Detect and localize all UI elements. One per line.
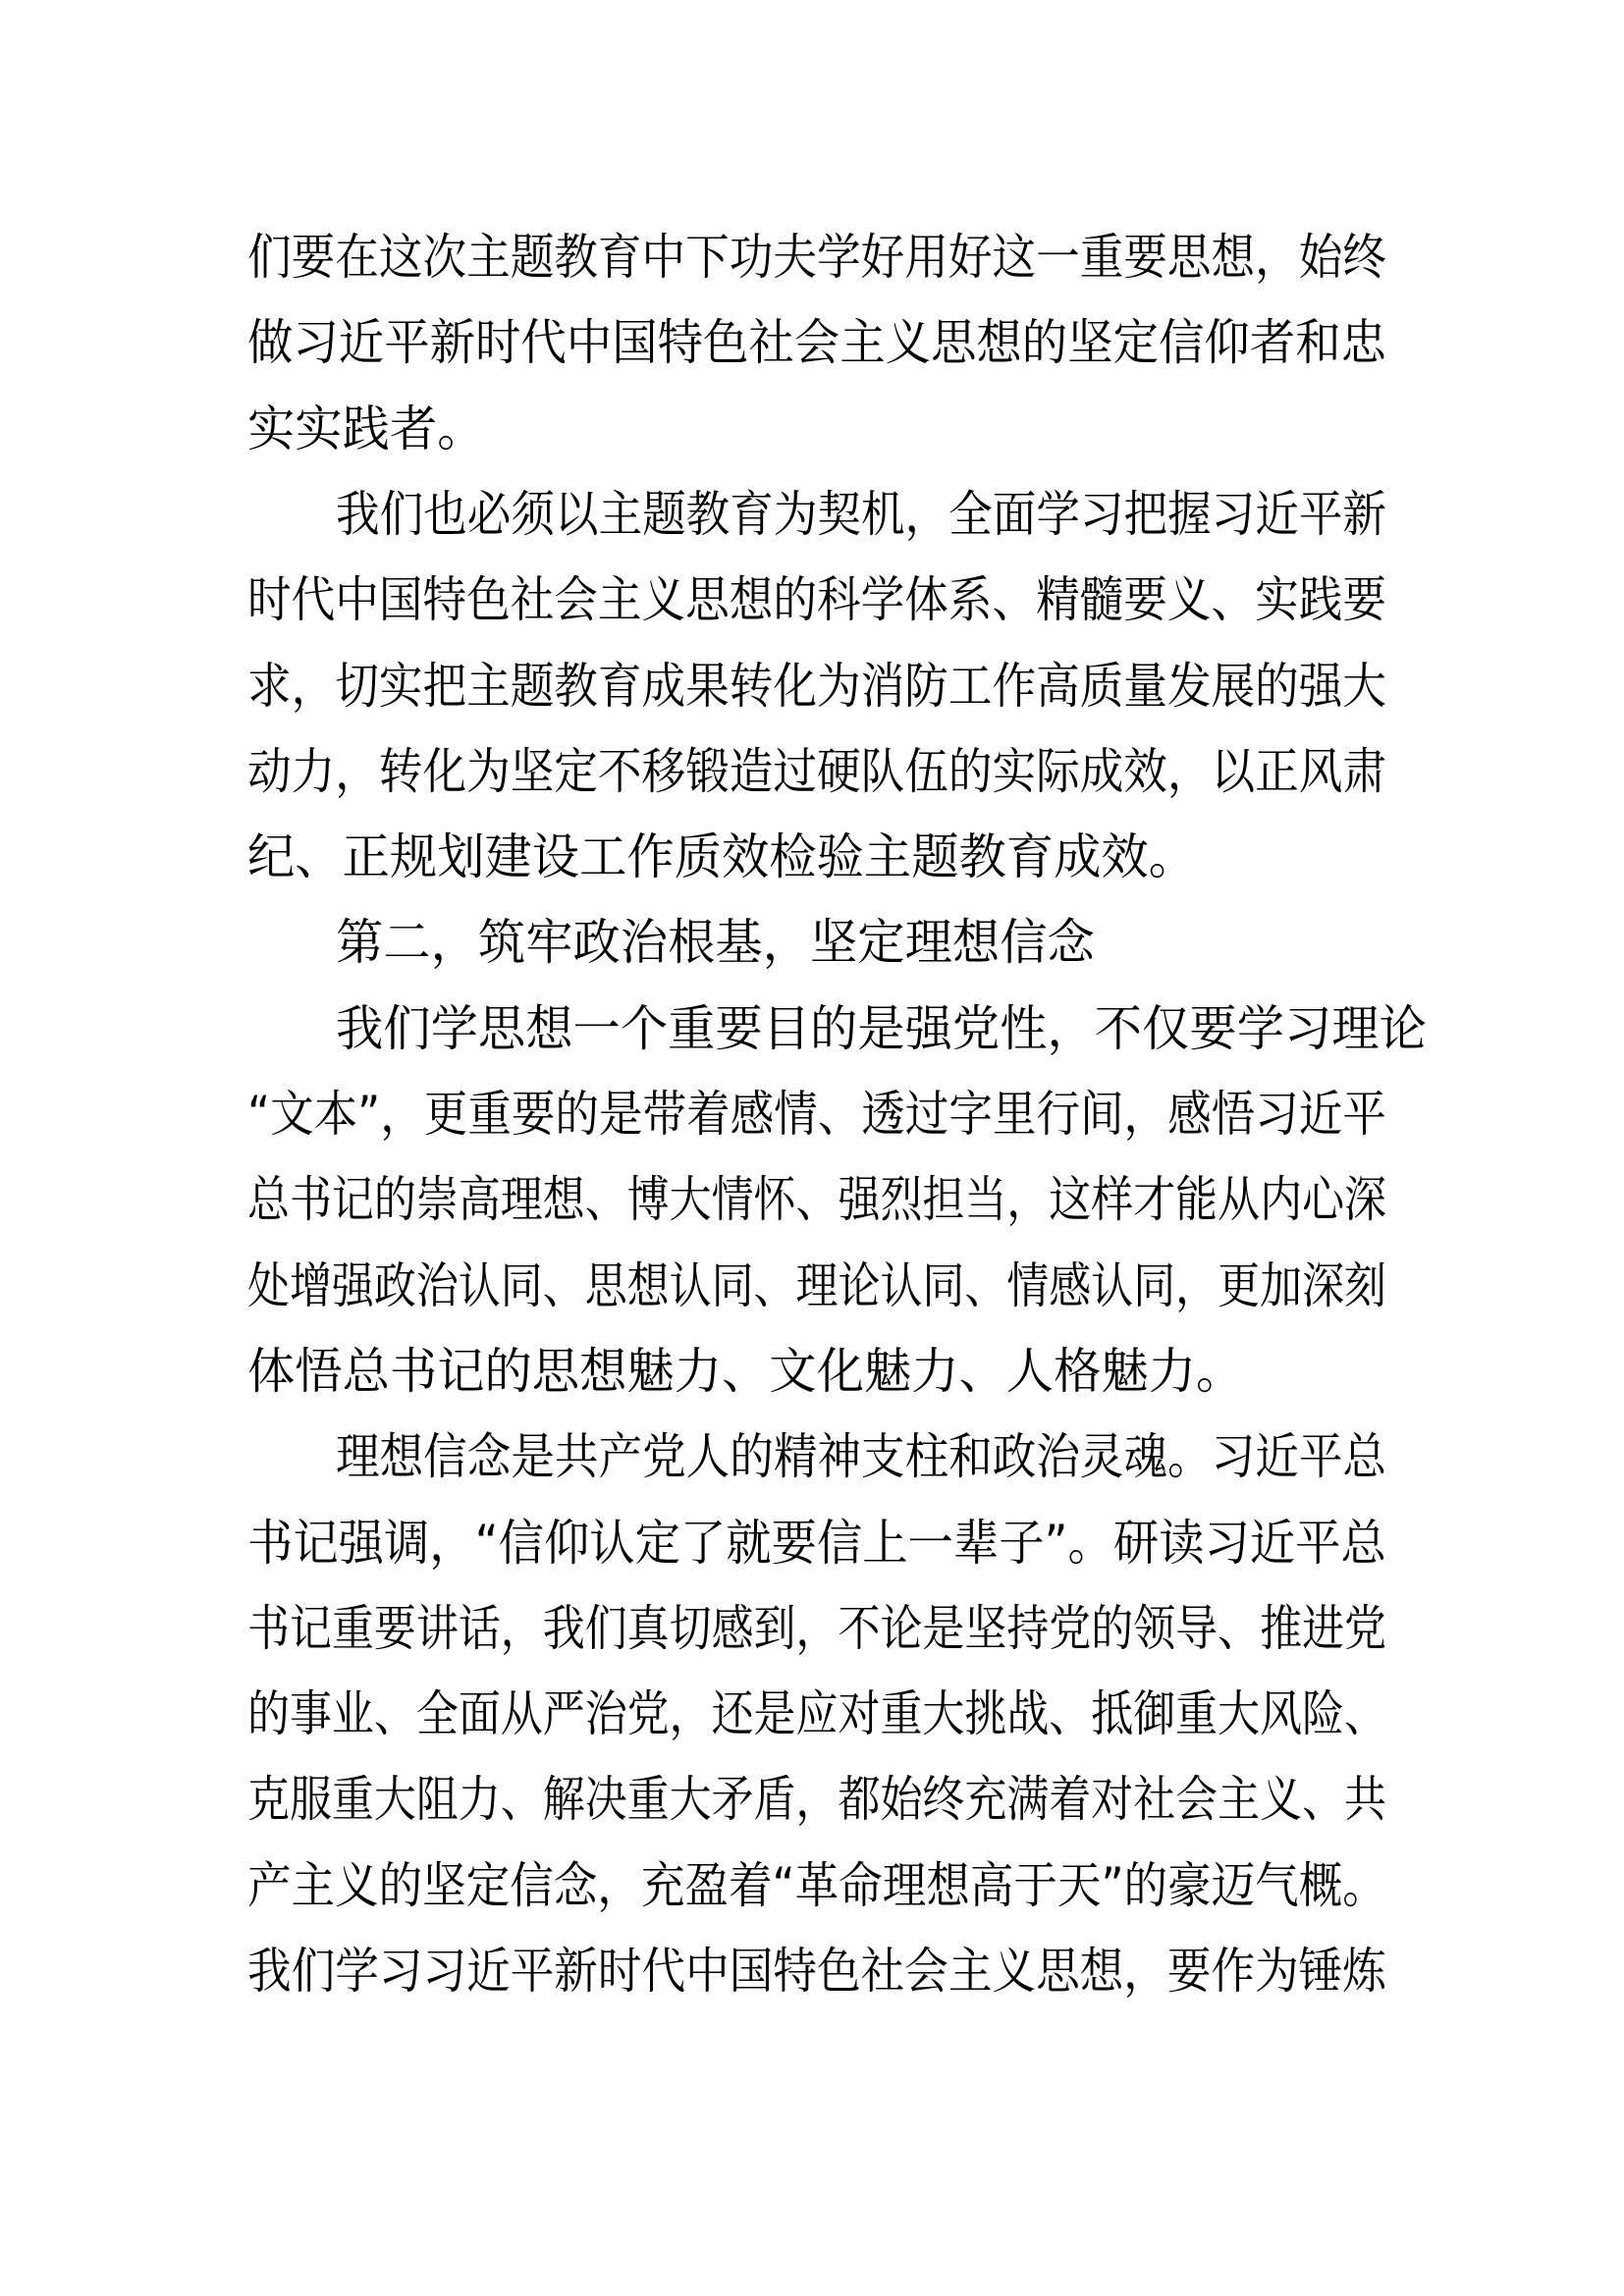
- text-line: 求，切实把主题教育成果转化为消防工作高质量发展的强大: [247, 657, 1386, 715]
- text-line: 时代中国特色社会主义思想的科学体系、精髓要义、实践要: [247, 571, 1386, 629]
- text-line: 的事业、全面从严治党，还是应对重大挑战、抵御重大风险、: [247, 1685, 1386, 1743]
- text-line: 书记强调，“信仰认定了就要信上一辈子”。研读习近平总: [247, 1514, 1386, 1572]
- text-line: 做习近平新时代中国特色社会主义思想的坚定信仰者和忠: [247, 314, 1386, 372]
- text-line: 第二，筑牢政治根基，坚定理想信念: [336, 914, 1095, 972]
- text-line: 实实践者。: [247, 400, 485, 457]
- text-line: 产主义的坚定信念，充盈着“革命理想高于天”的豪迈气概。: [247, 1856, 1386, 1914]
- text-line: 动力，转化为坚定不移锻造过硬队伍的实际成效，以正风肃: [247, 742, 1386, 800]
- text-line: 处增强政治认同、思想认同、理论认同、情感认同，更加深刻: [247, 1256, 1386, 1314]
- text-line: 体悟总书记的思想魅力、文化魅力、人格魅力。: [247, 1342, 1244, 1400]
- text-line: 纪、正规划建设工作质效检验主题教育成效。: [247, 828, 1196, 886]
- text-line: 克服重大阻力、解决重大矛盾，都始终充满着对社会主义、共: [247, 1771, 1386, 1829]
- text-line: 总书记的崇高理想、博大情怀、强烈担当，这样才能从内心深: [247, 1171, 1386, 1229]
- text-line: 理想信念是共产党人的精神支柱和政治灵魂。习近平总: [336, 1428, 1386, 1486]
- text-line: 书记重要讲话，我们真切感到，不论是坚持党的领导、推进党: [247, 1599, 1386, 1657]
- text-line: 我们学思想一个重要目的是强党性，不仅要学习理论: [336, 999, 1427, 1057]
- text-line: “文本”，更重要的是带着感情、透过字里行间，感悟习近平: [247, 1086, 1386, 1143]
- text-line: 们要在这次主题教育中下功夫学好用好这一重要思想，始终: [247, 229, 1386, 286]
- text-line: 我们也必须以主题教育为契机，全面学习把握习近平新: [336, 485, 1386, 543]
- text-line: 我们学习习近平新时代中国特色社会主义思想，要作为锤炼: [247, 1943, 1386, 2000]
